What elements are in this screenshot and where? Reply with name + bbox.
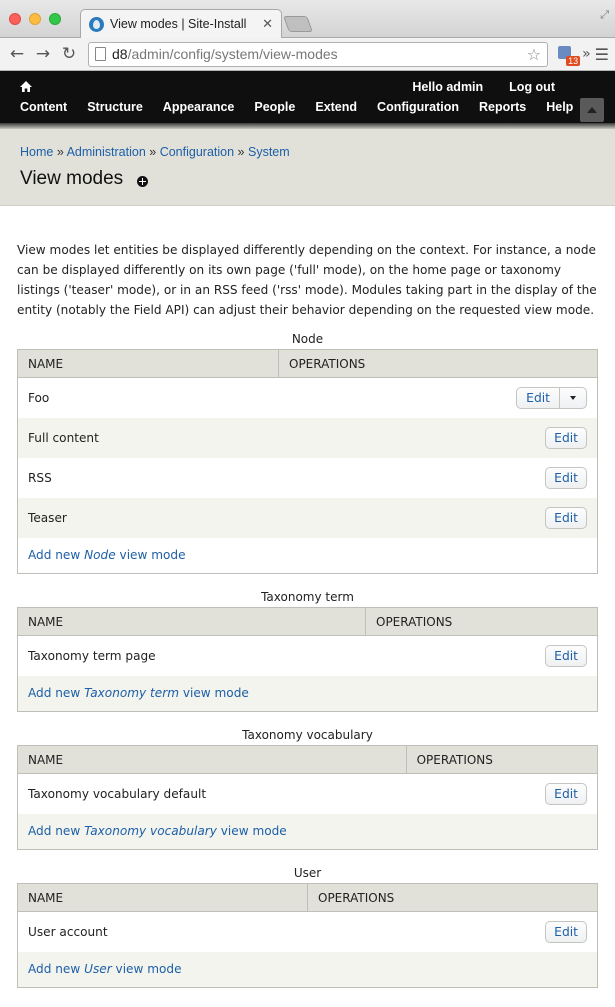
add-link-entity: Taxonomy term xyxy=(84,686,179,701)
extension-badge: 13 xyxy=(568,56,579,66)
add-view-mode-cell xyxy=(18,952,598,988)
operations-cell xyxy=(308,912,598,952)
breadcrumb xyxy=(20,145,595,159)
edit-dropbutton xyxy=(516,387,587,409)
add-view-mode-cell xyxy=(18,538,598,574)
edit-button[interactable]: Edit xyxy=(545,921,587,943)
add-shortcut-icon[interactable] xyxy=(137,176,148,187)
add-view-mode-cell xyxy=(18,814,598,850)
view-mode-name: Teaser xyxy=(18,498,279,538)
menu-item-configuration[interactable]: Configuration xyxy=(377,100,459,114)
breadcrumb-administration[interactable]: Administration xyxy=(66,145,146,159)
table-caption: Taxonomy vocabulary xyxy=(242,728,373,742)
view-mode-name: User account xyxy=(18,912,308,952)
view-mode-name: Foo xyxy=(18,378,279,418)
browser-toolbar xyxy=(0,38,615,71)
breadcrumb-system[interactable]: System xyxy=(247,145,290,159)
add-view-mode-row xyxy=(18,538,598,574)
add-view-mode-cell xyxy=(18,676,598,712)
extension-icon[interactable] xyxy=(556,44,578,64)
edit-button[interactable]: Edit xyxy=(545,783,587,805)
menu-item-appearance[interactable]: Appearance xyxy=(162,100,235,114)
page-header xyxy=(0,129,615,206)
column-header-operations: OPERATIONS xyxy=(366,608,598,636)
browser-tab[interactable] xyxy=(80,9,282,38)
view-mode-name: Taxonomy term page xyxy=(18,636,366,676)
admin-menu xyxy=(20,100,573,114)
close-window-button[interactable] xyxy=(9,13,21,25)
table-row xyxy=(18,418,598,458)
window-controls xyxy=(9,13,61,25)
add-view-mode-link[interactable] xyxy=(28,962,182,976)
user-greeting[interactable]: Hello admin xyxy=(412,80,484,94)
main-content xyxy=(0,206,615,988)
operations-cell xyxy=(279,458,598,498)
logout-link[interactable]: Log out xyxy=(509,80,555,94)
address-bar[interactable] xyxy=(88,42,548,67)
column-header-operations: OPERATIONS xyxy=(279,350,598,378)
menu-item-extend[interactable]: Extend xyxy=(315,100,358,114)
add-link-suffix: view mode xyxy=(111,962,182,977)
operations-cell xyxy=(279,418,598,458)
breadcrumb-configuration[interactable]: Configuration xyxy=(159,145,235,159)
add-link-suffix: view mode xyxy=(178,686,249,701)
admin-toolbar xyxy=(0,71,615,123)
column-header-operations: OPERATIONS xyxy=(406,746,597,774)
menu-item-structure[interactable]: Structure xyxy=(87,100,143,114)
tab-close-icon[interactable]: ✕ xyxy=(262,16,273,32)
table-row xyxy=(18,498,598,538)
add-view-mode-link[interactable] xyxy=(28,548,186,562)
operations-cell xyxy=(279,378,598,418)
table-row xyxy=(18,774,598,814)
add-view-mode-row xyxy=(18,676,598,712)
add-link-entity: Node xyxy=(84,548,116,563)
bookmark-star-icon[interactable]: ☆ xyxy=(526,44,542,64)
table-row xyxy=(18,912,598,952)
dropbutton-toggle-icon[interactable] xyxy=(560,388,586,408)
add-link-prefix: Add new xyxy=(28,824,85,839)
table-row xyxy=(18,636,598,676)
add-view-mode-row xyxy=(18,814,598,850)
add-link-entity: User xyxy=(84,962,112,977)
table-row xyxy=(18,458,598,498)
menu-item-content[interactable]: Content xyxy=(20,100,68,114)
column-header-operations: OPERATIONS xyxy=(308,884,598,912)
column-header-name[interactable]: NAME xyxy=(18,746,407,774)
breadcrumb-separator: » xyxy=(149,145,157,159)
add-link-entity: Taxonomy vocabulary xyxy=(84,824,217,839)
menu-item-people[interactable]: People xyxy=(254,100,296,114)
view-modes-table xyxy=(17,607,598,712)
forward-arrow-icon[interactable]: → xyxy=(35,44,51,64)
view-modes-table xyxy=(17,745,598,850)
column-header-name[interactable]: NAME xyxy=(18,350,279,378)
add-link-prefix: Add new xyxy=(28,686,85,701)
table-caption: Node xyxy=(291,332,324,346)
view-mode-tables xyxy=(17,332,598,988)
view-mode-name: Full content xyxy=(18,418,279,458)
view-modes-table xyxy=(17,883,598,988)
table-caption: User xyxy=(293,866,322,880)
add-link-prefix: Add new xyxy=(28,962,85,977)
home-icon[interactable] xyxy=(19,80,33,94)
column-header-name[interactable]: NAME xyxy=(18,608,366,636)
breadcrumb-separator: » xyxy=(237,145,245,159)
reload-icon[interactable]: ↻ xyxy=(61,44,77,64)
url-text[interactable]: d8/admin/config/system/view-modes xyxy=(112,46,338,62)
browser-titlebar xyxy=(0,0,615,38)
add-link-suffix: view mode xyxy=(216,824,287,839)
add-view-mode-link[interactable] xyxy=(28,824,287,838)
tab-title: View modes | Site-Install xyxy=(110,17,247,31)
table-row xyxy=(18,378,598,418)
page-description: View modes let entities be displayed differently depending on the context. For instance, a node can be displayed differently on its own page ('full' mode), on the home page or taxonomy listings ('teaser' mode), or in an RSS feed ('rss' mode). Modules taking part in the display of the entity (notably the Field API) can adjust their behavior depending on the requested view mode. xyxy=(17,243,597,317)
minimize-window-button[interactable] xyxy=(29,13,41,25)
column-header-name[interactable]: NAME xyxy=(18,884,308,912)
browser-menu-icon[interactable]: ☰ xyxy=(594,44,609,64)
maximize-window-button[interactable] xyxy=(49,13,61,25)
more-extensions-icon[interactable]: » xyxy=(582,46,591,62)
add-view-mode-row xyxy=(18,952,598,988)
user-links xyxy=(412,80,555,94)
operations-cell xyxy=(366,636,598,676)
add-link-suffix: view mode xyxy=(115,548,186,563)
table-caption: Taxonomy term xyxy=(261,590,354,604)
menu-item-reports[interactable]: Reports xyxy=(478,100,527,114)
page-icon xyxy=(95,47,106,61)
edit-button[interactable]: Edit xyxy=(545,507,587,529)
edit-button[interactable]: Edit xyxy=(517,388,560,408)
new-tab-button[interactable] xyxy=(283,16,313,32)
drupal-favicon-icon xyxy=(89,17,104,32)
fullscreen-icon[interactable]: ⤢ xyxy=(600,8,609,21)
toolbar-toggle-button[interactable] xyxy=(580,98,604,122)
page-title: View modes xyxy=(20,168,124,189)
edit-button[interactable]: Edit xyxy=(545,427,587,449)
back-arrow-icon[interactable]: ← xyxy=(9,44,25,64)
view-modes-table xyxy=(17,349,598,574)
view-mode-name: RSS xyxy=(18,458,279,498)
edit-button[interactable]: Edit xyxy=(545,467,587,489)
edit-button[interactable]: Edit xyxy=(545,645,587,667)
add-link-prefix: Add new xyxy=(28,548,85,563)
operations-cell xyxy=(279,498,598,538)
breadcrumb-home[interactable]: Home xyxy=(20,145,54,159)
operations-cell xyxy=(406,774,597,814)
breadcrumb-separator: » xyxy=(56,145,64,159)
view-mode-name: Taxonomy vocabulary default xyxy=(18,774,407,814)
add-view-mode-link[interactable] xyxy=(28,686,249,700)
menu-item-help[interactable]: Help xyxy=(546,100,574,114)
